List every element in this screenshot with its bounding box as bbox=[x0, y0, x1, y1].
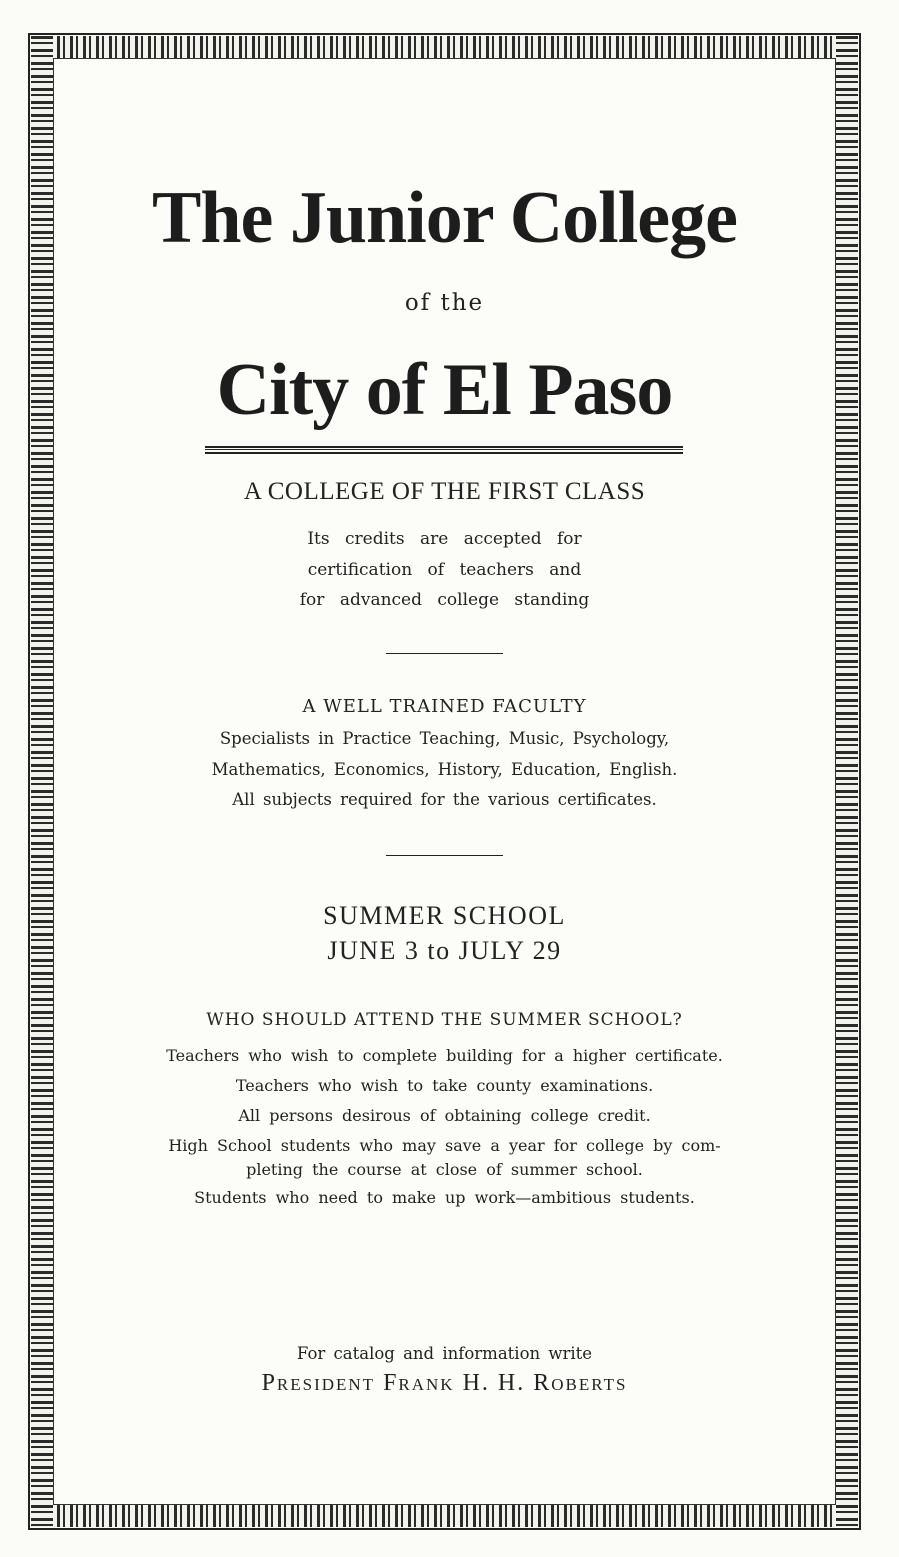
who-line: High School students who may save a year for college by com- bbox=[168, 1136, 721, 1155]
faculty-line: Specialists in Practice Teaching, Music, Psychology, bbox=[219, 729, 670, 748]
ornamental-border-top bbox=[31, 36, 858, 58]
short-rule-divider bbox=[386, 653, 503, 654]
double-rule-divider bbox=[205, 446, 683, 454]
heading-faculty: A WELL TRAINED FACULTY bbox=[302, 696, 587, 717]
who-line: pleting the course at close of summer school. bbox=[246, 1160, 643, 1179]
president-name: President Frank H. H. Roberts bbox=[261, 1370, 628, 1396]
summer-school-heading bbox=[53, 898, 836, 968]
heading-who-should-attend: WHO SHOULD ATTEND THE SUMMER SCHOOL? bbox=[206, 1010, 683, 1030]
faculty-line: Mathematics, Economics, History, Education, English. bbox=[211, 759, 678, 779]
credits-line: certification of teachers and bbox=[307, 559, 582, 580]
who-line: Teachers who wish to take county examinations. bbox=[235, 1076, 654, 1095]
credits-line: Its credits are accepted for bbox=[307, 529, 582, 549]
credits-paragraph bbox=[53, 524, 836, 616]
credits-line: for advanced college standing bbox=[299, 590, 590, 610]
who-line: Students who need to make up work—ambitious students. bbox=[194, 1188, 695, 1207]
title-city-of-el-paso: City of El Paso bbox=[216, 349, 673, 431]
summer-school-dates: JUNE 3 to JULY 29 bbox=[327, 936, 562, 965]
summer-school-title: SUMMER SCHOOL bbox=[323, 901, 566, 930]
faculty-line: All subjects required for the various certificates. bbox=[232, 790, 657, 809]
contact-line: For catalog and information write bbox=[296, 1344, 593, 1363]
ornamental-border-left bbox=[31, 36, 53, 1527]
who-line: All persons desirous of obtaining college credit. bbox=[238, 1106, 651, 1125]
who-line: Teachers who wish to complete building for a higher certificate. bbox=[166, 1046, 723, 1065]
short-rule-divider bbox=[386, 855, 503, 856]
title-junior-college: The Junior College bbox=[152, 177, 737, 259]
faculty-paragraph bbox=[53, 724, 836, 816]
title-of-the: of the bbox=[404, 290, 485, 316]
ornamental-border-right bbox=[836, 36, 858, 1527]
ornamental-border-bottom bbox=[31, 1505, 858, 1527]
who-should-attend-list bbox=[53, 1041, 836, 1213]
heading-first-class: A COLLEGE OF THE FIRST CLASS bbox=[243, 478, 646, 505]
